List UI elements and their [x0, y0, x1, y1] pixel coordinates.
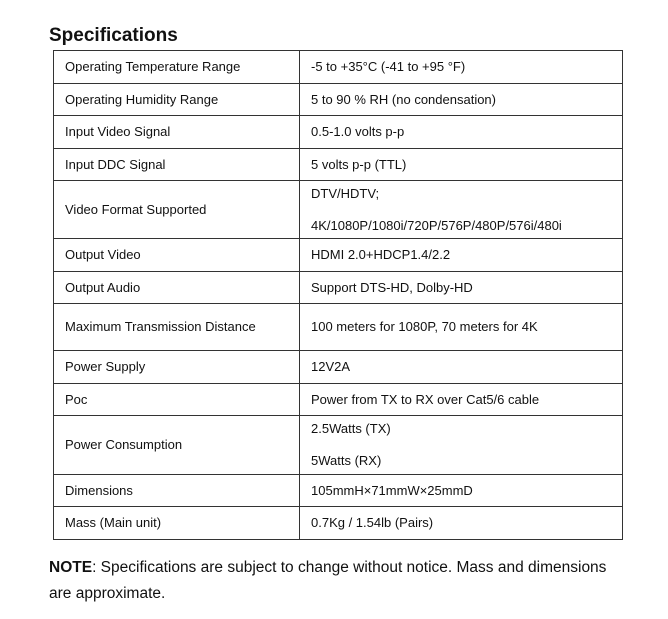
- table-row: [54, 51, 623, 84]
- spec-value: 105mmH×71mmW×25mmD: [300, 475, 623, 507]
- spec-value: [300, 416, 623, 475]
- table-row: [54, 149, 623, 181]
- spec-label: Video Format Supported: [54, 181, 300, 239]
- spec-label: Operating Humidity Range: [54, 84, 300, 116]
- spec-label: Poc: [54, 384, 300, 416]
- spec-value: 0.7Kg / 1.54lb (Pairs): [300, 507, 623, 540]
- note-paragraph: [49, 555, 609, 607]
- spec-label: Power Supply: [54, 351, 300, 384]
- spec-value-line: 2.5Watts (TX): [311, 421, 391, 436]
- spec-value: 5 to 90 % RH (no condensation): [300, 84, 623, 116]
- spec-value: 12V2A: [300, 351, 623, 384]
- table-row: [54, 272, 623, 304]
- note-text: : Specifications are subject to change without notice. Mass and dimensions are approximate.: [49, 559, 607, 602]
- spec-value: Power from TX to RX over Cat5/6 cable: [300, 384, 623, 416]
- spec-value-line: 4K/1080P/1080i/720P/576P/480P/576i/480i: [311, 217, 562, 233]
- spec-label: Operating Temperature Range: [54, 51, 300, 84]
- table-row: [54, 475, 623, 507]
- spec-label: Maximum Transmission Distance: [54, 304, 300, 351]
- spec-value: Support DTS-HD, Dolby-HD: [300, 272, 623, 304]
- spec-value: 0.5-1.0 volts p-p: [300, 116, 623, 149]
- table-row: [54, 384, 623, 416]
- page-title: Specifications: [49, 25, 178, 46]
- table-row: [54, 416, 623, 475]
- specifications-table: [53, 50, 623, 540]
- spec-value: [300, 181, 623, 239]
- note-label: NOTE: [49, 559, 93, 576]
- spec-value: 5 volts p-p (TTL): [300, 149, 623, 181]
- table-row: [54, 239, 623, 272]
- spec-value-line: 5Watts (RX): [311, 453, 382, 468]
- table-row: [54, 181, 623, 239]
- spec-value: -5 to +35°C (-41 to +95 °F): [300, 51, 623, 84]
- spec-label: Output Video: [54, 239, 300, 272]
- spec-label: Mass (Main unit): [54, 507, 300, 540]
- spec-value-line: DTV/HDTV;: [311, 185, 380, 201]
- spec-label: Power Consumption: [54, 416, 300, 475]
- spec-label: Input DDC Signal: [54, 149, 300, 181]
- table-row: [54, 84, 623, 116]
- spec-label: Output Audio: [54, 272, 300, 304]
- table-row: [54, 507, 623, 540]
- spec-value: 100 meters for 1080P, 70 meters for 4K: [300, 304, 623, 351]
- table-row: [54, 116, 623, 149]
- spec-label: Dimensions: [54, 475, 300, 507]
- spec-value: HDMI 2.0+HDCP1.4/2.2: [300, 239, 623, 272]
- table-row: [54, 304, 623, 351]
- spec-label: Input Video Signal: [54, 116, 300, 149]
- table-row: [54, 351, 623, 384]
